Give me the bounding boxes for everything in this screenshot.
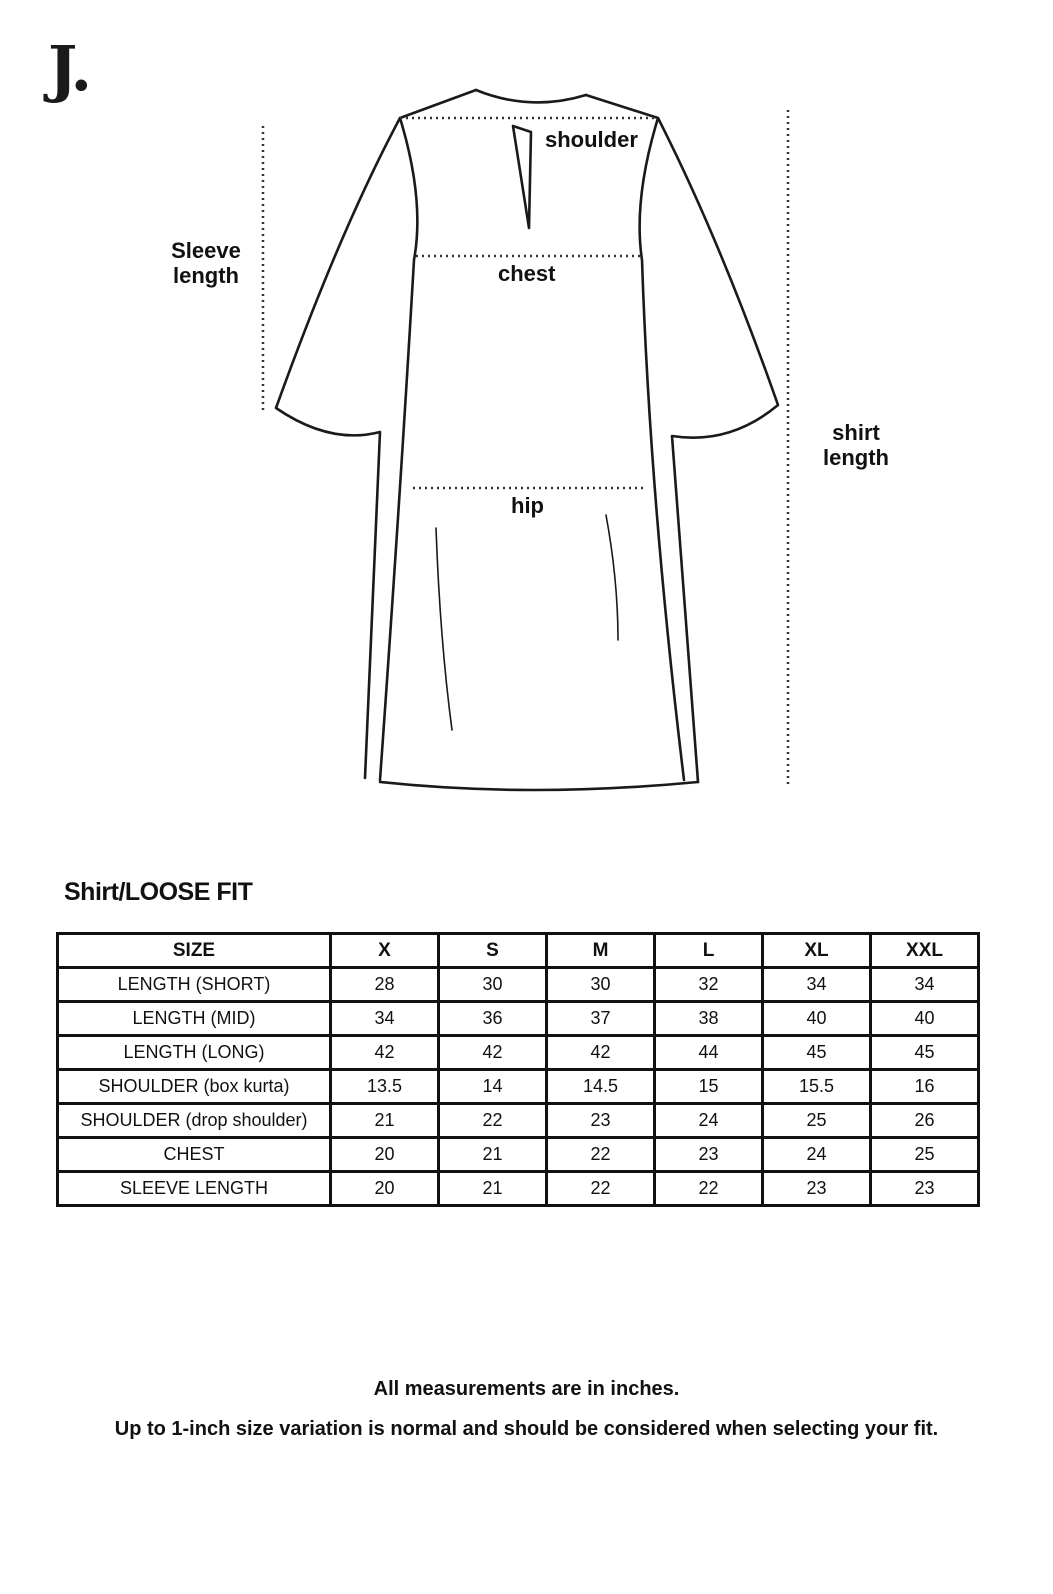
table-cell: 34 — [763, 968, 871, 1002]
table-cell: 20 — [331, 1172, 439, 1206]
table-row — [58, 1070, 979, 1104]
table-cell: 45 — [763, 1036, 871, 1070]
table-cell: 22 — [655, 1172, 763, 1206]
header-cell: X — [331, 934, 439, 968]
row-label: CHEST — [58, 1138, 331, 1172]
table-row — [58, 1138, 979, 1172]
table-cell: 22 — [547, 1172, 655, 1206]
shirt-length-label: shirt length — [823, 420, 889, 470]
row-label: LENGTH (SHORT) — [58, 968, 331, 1002]
table-cell: 15 — [655, 1070, 763, 1104]
table-cell: 36 — [439, 1002, 547, 1036]
table-cell: 23 — [871, 1172, 979, 1206]
table-cell: 44 — [655, 1036, 763, 1070]
row-label: SHOULDER (drop shoulder) — [58, 1104, 331, 1138]
shoulder-label: shoulder — [545, 127, 638, 152]
header-cell: M — [547, 934, 655, 968]
table-row — [58, 1172, 979, 1206]
brand-logo: J. — [48, 32, 91, 105]
drape-line-right — [606, 515, 618, 640]
left-sleeve-seam — [380, 118, 417, 780]
hip-label: hip — [511, 493, 544, 518]
row-label: LENGTH (LONG) — [58, 1036, 331, 1070]
table-cell: 26 — [871, 1104, 979, 1138]
table-cell: 21 — [439, 1138, 547, 1172]
header-cell: SIZE — [58, 934, 331, 968]
table-cell: 37 — [547, 1002, 655, 1036]
header-cell: XXL — [871, 934, 979, 968]
table-header-row — [58, 934, 979, 968]
table-row — [58, 1036, 979, 1070]
table-cell: 28 — [331, 968, 439, 1002]
table-cell: 14.5 — [547, 1070, 655, 1104]
table-cell: 40 — [871, 1002, 979, 1036]
chest-label: chest — [498, 261, 556, 286]
table-cell: 14 — [439, 1070, 547, 1104]
table-cell: 13.5 — [331, 1070, 439, 1104]
table-cell: 30 — [547, 968, 655, 1002]
row-label: LENGTH (MID) — [58, 1002, 331, 1036]
variation-note: Up to 1-inch size variation is normal and should be considered when selecting your fit. — [114, 1418, 939, 1440]
table-cell: 24 — [763, 1138, 871, 1172]
table-cell: 34 — [871, 968, 979, 1002]
table-cell: 42 — [331, 1036, 439, 1070]
header-cell: S — [439, 934, 547, 968]
size-chart-title: Shirt/LOOSE FIT — [64, 878, 253, 906]
table-cell: 38 — [655, 1002, 763, 1036]
table-cell: 30 — [439, 968, 547, 1002]
table-cell: 25 — [763, 1104, 871, 1138]
table-cell: 23 — [547, 1104, 655, 1138]
table-cell: 22 — [439, 1104, 547, 1138]
table-cell: 40 — [763, 1002, 871, 1036]
table-cell: 34 — [331, 1002, 439, 1036]
header-cell: L — [655, 934, 763, 968]
table-cell: 25 — [871, 1138, 979, 1172]
table-cell: 21 — [439, 1172, 547, 1206]
table-cell: 22 — [547, 1138, 655, 1172]
table-cell: 23 — [763, 1172, 871, 1206]
table-cell: 15.5 — [763, 1070, 871, 1104]
row-label: SLEEVE LENGTH — [58, 1172, 331, 1206]
units-note: All measurements are in inches. — [373, 1378, 680, 1400]
table-cell: 23 — [655, 1138, 763, 1172]
table-cell: 42 — [439, 1036, 547, 1070]
table-cell: 45 — [871, 1036, 979, 1070]
table-cell: 42 — [547, 1036, 655, 1070]
size-chart-table — [56, 932, 980, 1207]
table-cell: 32 — [655, 968, 763, 1002]
table-row — [58, 1104, 979, 1138]
row-label: SHOULDER (box kurta) — [58, 1070, 331, 1104]
neckline — [476, 90, 586, 102]
hem — [380, 782, 698, 790]
drape-line-left — [436, 528, 452, 730]
sleeve-length-label: Sleeve length — [171, 238, 241, 288]
table-cell: 20 — [331, 1138, 439, 1172]
table-cell: 16 — [871, 1070, 979, 1104]
table-row — [58, 1002, 979, 1036]
neck-slit — [513, 126, 531, 228]
table-cell: 24 — [655, 1104, 763, 1138]
header-cell: XL — [763, 934, 871, 968]
garment-right-outline — [586, 95, 778, 782]
right-sleeve-seam — [640, 118, 684, 780]
table-row — [58, 968, 979, 1002]
table-cell: 21 — [331, 1104, 439, 1138]
